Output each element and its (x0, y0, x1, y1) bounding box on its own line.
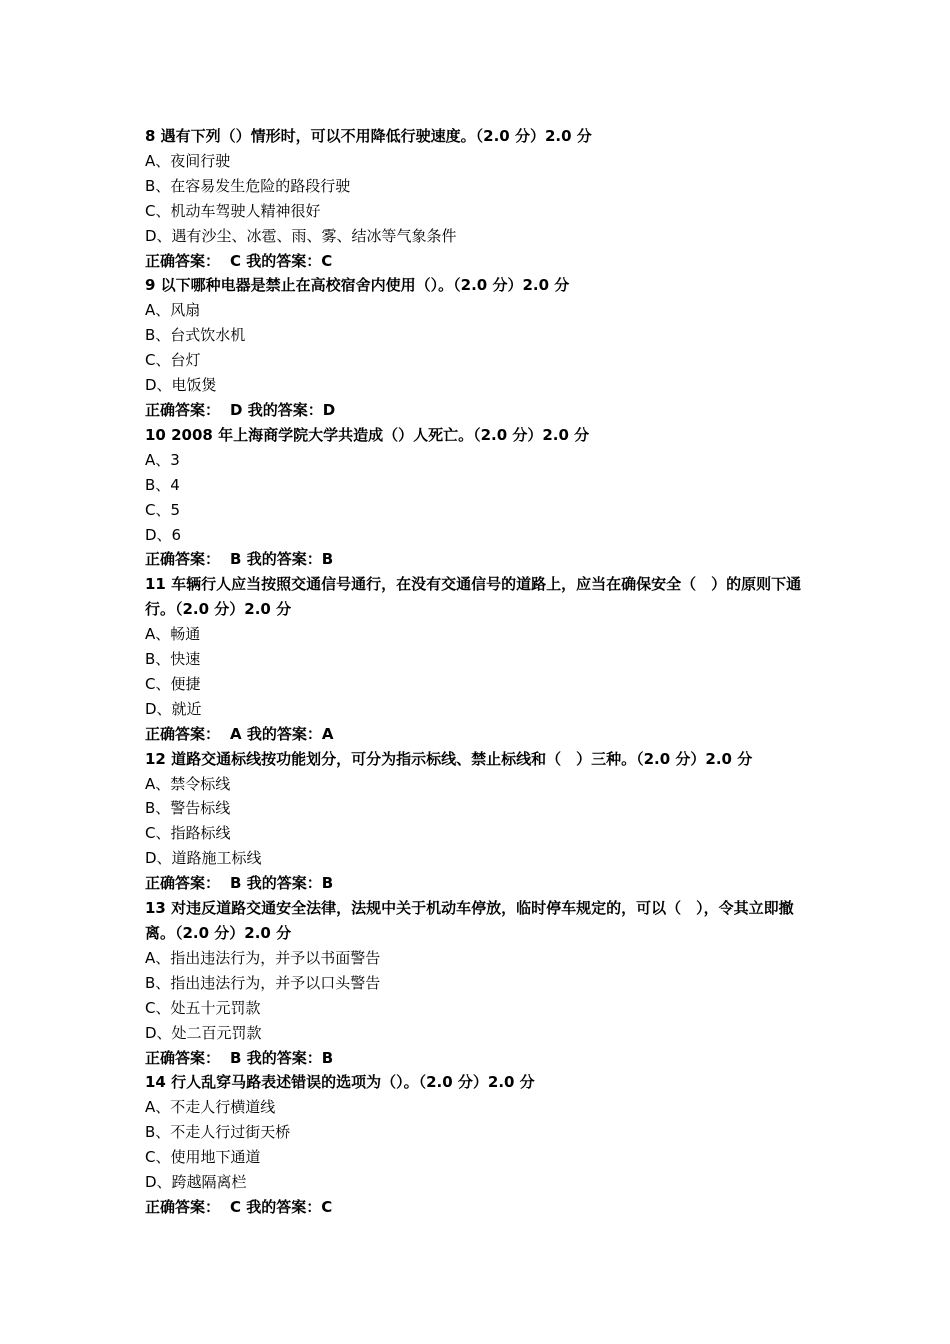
question-block (145, 572, 810, 746)
option-c: C、机动车驾驶人精神很好 (145, 201, 321, 220)
question-block (145, 124, 810, 273)
option-c: C、便捷 (145, 674, 201, 693)
option-c: C、台灯 (145, 351, 201, 370)
my-answer-value: C (321, 251, 333, 270)
correct-answer-value: C (230, 1197, 242, 1216)
answer-line (145, 249, 810, 274)
option-b: B、在容易发生危险的路段行驶 (145, 176, 351, 195)
my-answer-label: 我的答案： (246, 1197, 322, 1216)
my-answer-value: B (321, 874, 334, 893)
correct-answer-label: 正确答案： (145, 1048, 221, 1067)
question-block (145, 747, 810, 896)
option-c: C、指路标线 (145, 824, 231, 843)
question-text: 13 对违反道路交通安全法律，法规中关于机动车停放，临时停车规定的，可以（ ），令其立即撤离。（2.0 分）2.0 分 (145, 899, 794, 942)
answer-line (145, 1195, 810, 1220)
correct-answer-value: D (230, 400, 243, 419)
option-c: C、5 (145, 500, 181, 519)
option-b: B、4 (145, 475, 180, 494)
option-b: B、警告标线 (145, 799, 231, 818)
my-answer-label: 我的答案： (246, 251, 322, 270)
answer-line (145, 547, 810, 572)
question-block (145, 423, 810, 572)
answer-line (145, 871, 810, 896)
option-a: A、风扇 (145, 301, 201, 320)
answer-line (145, 1046, 810, 1071)
question-list (145, 124, 810, 1220)
option-d: D、遇有沙尘、冰雹、雨、雾、结冰等气象条件 (145, 226, 457, 245)
my-answer-label: 我的答案： (247, 400, 323, 419)
question-text: 12 道路交通标线按功能划分，可分为指示标线、禁止标线和（ ）三种。（2.0 分）2.0 分 (145, 749, 753, 768)
answer-line (145, 398, 810, 423)
question-block (145, 1070, 810, 1219)
my-answer-value: B (321, 550, 334, 569)
option-b: B、不走人行过街天桥 (145, 1123, 291, 1142)
my-answer-label: 我的答案： (246, 724, 322, 743)
my-answer-value: C (321, 1197, 333, 1216)
question-text: 14 行人乱穿马路表述错误的选项为（）。（2.0 分）2.0 分 (145, 1073, 535, 1092)
option-c: C、处五十元罚款 (145, 998, 261, 1017)
correct-answer-label: 正确答案： (145, 874, 221, 893)
question-text: 11 车辆行人应当按照交通信号通行，在没有交通信号的道路上，应当在确保安全（ ）的原则下通行。（2.0 分）2.0 分 (145, 575, 802, 619)
question-text: 8 遇有下列（）情形时，可以不用降低行驶速度。（2.0 分）2.0 分 (145, 127, 592, 145)
correct-answer-value: B (230, 1048, 242, 1067)
my-answer-value: B (321, 1048, 334, 1067)
correct-answer-label: 正确答案： (145, 1197, 221, 1216)
correct-answer-value: B (230, 550, 242, 569)
option-a: A、夜间行驶 (145, 151, 231, 170)
my-answer-label: 我的答案： (246, 1048, 322, 1067)
correct-answer-label: 正确答案： (145, 550, 221, 569)
answer-line (145, 722, 810, 747)
question-text: 10 2008 年上海商学院大学共造成（）人死亡。（2.0 分）2.0 分 (145, 425, 590, 444)
option-d: D、跨越隔离栏 (145, 1173, 247, 1192)
option-a: A、禁令标线 (145, 774, 231, 793)
question-block (145, 896, 810, 1070)
option-d: D、电饭煲 (145, 376, 217, 395)
correct-answer-label: 正确答案： (145, 400, 221, 419)
correct-answer-label: 正确答案： (145, 251, 221, 270)
option-d: D、就近 (145, 699, 202, 718)
option-a: A、畅通 (145, 625, 201, 644)
option-d: D、道路施工标线 (145, 849, 262, 868)
my-answer-value: A (321, 724, 334, 743)
option-b: B、快速 (145, 650, 201, 669)
correct-answer-value: C (230, 251, 242, 270)
option-b: B、台式饮水机 (145, 326, 246, 345)
correct-answer-value: A (230, 724, 242, 743)
my-answer-value: D (322, 400, 336, 419)
my-answer-label: 我的答案： (246, 550, 322, 569)
question-text: 9 以下哪种电器是禁止在高校宿舍内使用（）。（2.0 分）2.0 分 (145, 276, 570, 295)
correct-answer-value: B (230, 874, 242, 893)
my-answer-label: 我的答案： (246, 874, 322, 893)
option-a: A、3 (145, 450, 180, 469)
option-d: D、处二百元罚款 (145, 1023, 262, 1042)
question-block (145, 273, 810, 422)
correct-answer-label: 正确答案： (145, 724, 221, 743)
option-d: D、6 (145, 525, 182, 544)
option-c: C、使用地下通道 (145, 1148, 261, 1167)
option-b: B、指出违法行为，并予以口头警告 (145, 973, 381, 992)
option-a: A、指出违法行为，并予以书面警告 (145, 948, 381, 967)
option-a: A、不走人行横道线 (145, 1098, 276, 1117)
